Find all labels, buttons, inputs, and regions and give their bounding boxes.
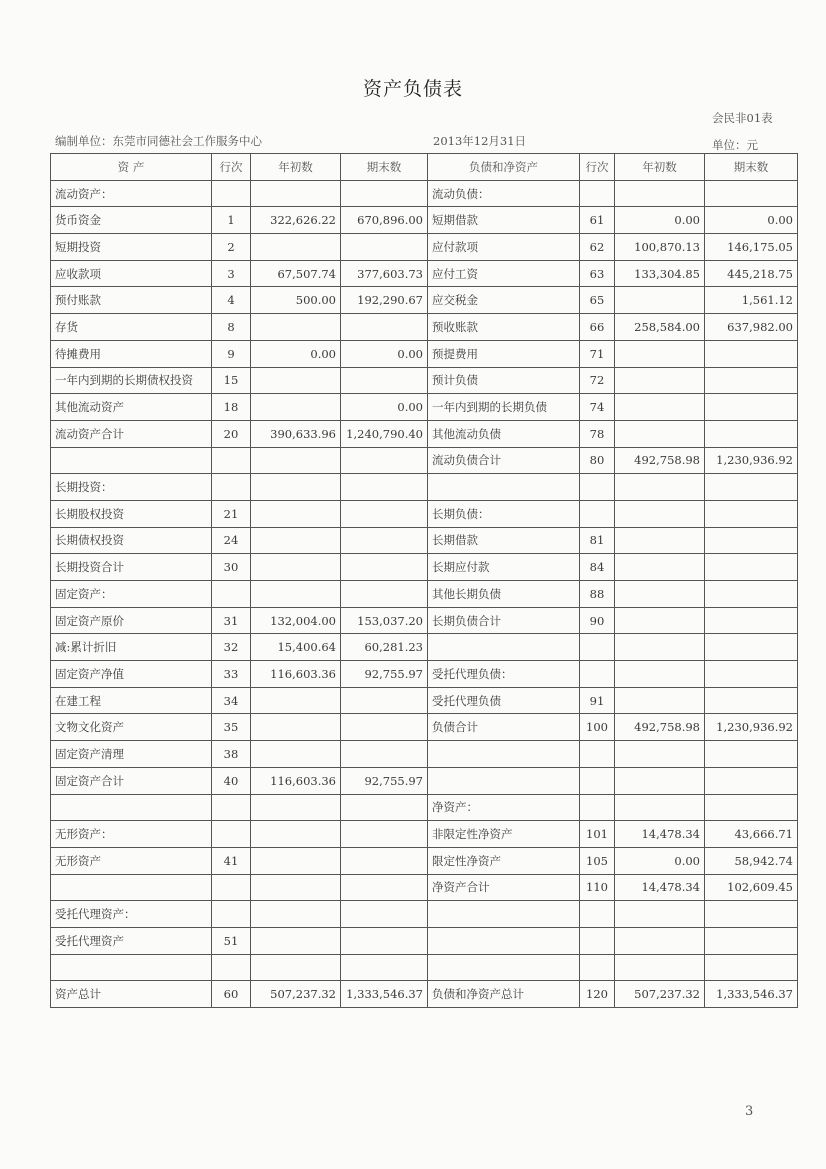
- col-end-2: 期末数: [705, 154, 798, 181]
- liability-begin-value: 0.00: [615, 847, 705, 874]
- liability-begin-value: 492,758.98: [615, 447, 705, 474]
- asset-begin-value: 507,237.32: [251, 981, 341, 1008]
- asset-begin-value: [251, 794, 341, 821]
- liability-name: 其他流动负债: [428, 420, 580, 447]
- liability-name: 流动负债：: [428, 180, 580, 207]
- liability-end-value: [705, 634, 798, 661]
- asset-begin-value: [251, 821, 341, 848]
- table-row: [51, 287, 798, 314]
- liability-line-no: 88: [580, 581, 615, 608]
- asset-line-no: [212, 794, 251, 821]
- asset-end-value: 92,755.97: [341, 661, 428, 688]
- report-date: 2013年12月31日: [433, 134, 527, 148]
- asset-name: 资产总计: [51, 981, 212, 1008]
- liability-name: 受托代理负债：: [428, 661, 580, 688]
- liability-line-no: 80: [580, 447, 615, 474]
- liability-end-value: 1,230,936.92: [705, 447, 798, 474]
- liability-begin-value: [615, 581, 705, 608]
- liability-end-value: [705, 767, 798, 794]
- asset-end-value: 153,037.20: [341, 607, 428, 634]
- liability-name: 负债和净资产总计: [428, 981, 580, 1008]
- asset-name: 减:累计折旧: [51, 634, 212, 661]
- asset-line-no: 21: [212, 500, 251, 527]
- liability-name: [428, 474, 580, 501]
- asset-begin-value: [251, 314, 341, 341]
- col-begin: 年初数: [251, 154, 341, 181]
- asset-begin-value: [251, 474, 341, 501]
- liability-name: 预提费用: [428, 340, 580, 367]
- asset-line-no: 60: [212, 981, 251, 1008]
- table-row: [51, 954, 798, 981]
- asset-name: 一年内到期的长期债权投资: [51, 367, 212, 394]
- asset-line-no: [212, 954, 251, 981]
- asset-end-value: [341, 794, 428, 821]
- asset-name: 固定资产合计: [51, 767, 212, 794]
- liability-end-value: [705, 741, 798, 768]
- liability-begin-value: [615, 287, 705, 314]
- liability-begin-value: [615, 901, 705, 928]
- asset-begin-value: [251, 741, 341, 768]
- liability-end-value: 1,230,936.92: [705, 714, 798, 741]
- asset-begin-value: 15,400.64: [251, 634, 341, 661]
- liability-end-value: [705, 927, 798, 954]
- asset-end-value: [341, 687, 428, 714]
- asset-begin-value: 0.00: [251, 340, 341, 367]
- liability-end-value: 43,666.71: [705, 821, 798, 848]
- liability-name: 非限定性净资产: [428, 821, 580, 848]
- asset-line-no: 20: [212, 420, 251, 447]
- asset-end-value: [341, 874, 428, 901]
- liability-end-value: [705, 500, 798, 527]
- asset-end-value: [341, 821, 428, 848]
- liability-end-value: [705, 420, 798, 447]
- liability-end-value: 102,609.45: [705, 874, 798, 901]
- table-row: [51, 714, 798, 741]
- liability-begin-value: [615, 954, 705, 981]
- liability-end-value: 146,175.05: [705, 234, 798, 261]
- asset-line-no: 31: [212, 607, 251, 634]
- liability-line-no: [580, 954, 615, 981]
- table-row: [51, 207, 798, 234]
- asset-end-value: 670,896.00: [341, 207, 428, 234]
- asset-line-no: 2: [212, 234, 251, 261]
- asset-begin-value: [251, 554, 341, 581]
- asset-end-value: 192,290.67: [341, 287, 428, 314]
- asset-name: 无形资产: [51, 847, 212, 874]
- asset-begin-value: [251, 500, 341, 527]
- liability-name: 负债合计: [428, 714, 580, 741]
- col-begin-2: 年初数: [615, 154, 705, 181]
- asset-name: [51, 874, 212, 901]
- asset-line-no: 1: [212, 207, 251, 234]
- liability-line-no: 71: [580, 340, 615, 367]
- asset-line-no: 4: [212, 287, 251, 314]
- asset-line-no: 8: [212, 314, 251, 341]
- asset-name: [51, 794, 212, 821]
- liability-end-value: 58,942.74: [705, 847, 798, 874]
- liability-begin-value: 100,870.13: [615, 234, 705, 261]
- asset-line-no: [212, 901, 251, 928]
- asset-begin-value: [251, 234, 341, 261]
- form-code: 会民非01表: [712, 111, 773, 125]
- table-row: [51, 607, 798, 634]
- asset-name: 固定资产原价: [51, 607, 212, 634]
- liability-line-no: [580, 901, 615, 928]
- table-row: [51, 260, 798, 287]
- liability-begin-value: 0.00: [615, 207, 705, 234]
- asset-name: 长期债权投资: [51, 527, 212, 554]
- asset-begin-value: 500.00: [251, 287, 341, 314]
- liability-name: 长期借款: [428, 527, 580, 554]
- asset-end-value: [341, 927, 428, 954]
- liability-begin-value: [615, 180, 705, 207]
- liability-name: 预计负债: [428, 367, 580, 394]
- table-row: [51, 234, 798, 261]
- liability-end-value: [705, 607, 798, 634]
- asset-line-no: 30: [212, 554, 251, 581]
- asset-line-no: 33: [212, 661, 251, 688]
- liability-begin-value: 492,758.98: [615, 714, 705, 741]
- col-assets: 资 产: [51, 154, 212, 181]
- liability-line-no: 61: [580, 207, 615, 234]
- asset-end-value: [341, 741, 428, 768]
- asset-begin-value: 116,603.36: [251, 661, 341, 688]
- asset-line-no: 34: [212, 687, 251, 714]
- liability-end-value: [705, 554, 798, 581]
- asset-begin-value: 132,004.00: [251, 607, 341, 634]
- asset-end-value: [341, 554, 428, 581]
- asset-begin-value: [251, 847, 341, 874]
- liability-begin-value: [615, 340, 705, 367]
- liability-end-value: [705, 901, 798, 928]
- asset-end-value: [341, 314, 428, 341]
- liability-end-value: [705, 661, 798, 688]
- table-row: [51, 394, 798, 421]
- liability-line-no: [580, 474, 615, 501]
- liability-name: 净资产合计: [428, 874, 580, 901]
- asset-begin-value: [251, 447, 341, 474]
- asset-name: 应收款项: [51, 260, 212, 287]
- asset-name: 文物文化资产: [51, 714, 212, 741]
- liability-begin-value: 507,237.32: [615, 981, 705, 1008]
- asset-line-no: [212, 180, 251, 207]
- asset-name: 存货: [51, 314, 212, 341]
- liability-begin-value: [615, 794, 705, 821]
- liability-line-no: 72: [580, 367, 615, 394]
- asset-begin-value: [251, 874, 341, 901]
- asset-begin-value: [251, 527, 341, 554]
- liability-begin-value: [615, 661, 705, 688]
- asset-name: 受托代理资产：: [51, 901, 212, 928]
- asset-name: 其他流动资产: [51, 394, 212, 421]
- page-number: 3: [745, 1104, 754, 1119]
- table-row: [51, 687, 798, 714]
- liability-end-value: [705, 474, 798, 501]
- liability-name: [428, 741, 580, 768]
- asset-end-value: [341, 447, 428, 474]
- asset-begin-value: 322,626.22: [251, 207, 341, 234]
- liability-begin-value: [615, 767, 705, 794]
- liability-line-no: 90: [580, 607, 615, 634]
- liability-end-value: 637,982.00: [705, 314, 798, 341]
- liability-line-no: 100: [580, 714, 615, 741]
- liability-begin-value: [615, 741, 705, 768]
- liability-begin-value: 14,478.34: [615, 874, 705, 901]
- liability-name: 一年内到期的长期负债: [428, 394, 580, 421]
- liability-line-no: [580, 661, 615, 688]
- liability-name: [428, 901, 580, 928]
- liability-end-value: [705, 794, 798, 821]
- asset-end-value: 92,755.97: [341, 767, 428, 794]
- asset-end-value: [341, 581, 428, 608]
- asset-begin-value: [251, 901, 341, 928]
- liability-name: 长期负债合计: [428, 607, 580, 634]
- table-body: [51, 180, 798, 1007]
- liability-end-value: [705, 527, 798, 554]
- asset-end-value: 60,281.23: [341, 634, 428, 661]
- table-row: [51, 634, 798, 661]
- asset-line-no: [212, 821, 251, 848]
- col-line-2: 行次: [580, 154, 615, 181]
- asset-line-no: 38: [212, 741, 251, 768]
- table-row: [51, 927, 798, 954]
- liability-line-no: [580, 741, 615, 768]
- liability-end-value: [705, 340, 798, 367]
- table-row: [51, 554, 798, 581]
- document-title: 资产负债表: [362, 78, 463, 100]
- liability-begin-value: [615, 607, 705, 634]
- table-row: [51, 500, 798, 527]
- asset-line-no: 32: [212, 634, 251, 661]
- col-line: 行次: [212, 154, 251, 181]
- asset-name: 待摊费用: [51, 340, 212, 367]
- table-row: [51, 180, 798, 207]
- asset-line-no: 41: [212, 847, 251, 874]
- liability-line-no: 101: [580, 821, 615, 848]
- asset-end-value: 0.00: [341, 394, 428, 421]
- liability-begin-value: [615, 394, 705, 421]
- asset-name: [51, 447, 212, 474]
- liability-begin-value: [615, 687, 705, 714]
- liability-line-no: 74: [580, 394, 615, 421]
- table-row: [51, 661, 798, 688]
- asset-line-no: 40: [212, 767, 251, 794]
- asset-begin-value: 390,633.96: [251, 420, 341, 447]
- liability-begin-value: [615, 527, 705, 554]
- liability-line-no: [580, 500, 615, 527]
- asset-line-no: [212, 581, 251, 608]
- liability-name: 限定性净资产: [428, 847, 580, 874]
- liability-line-no: 91: [580, 687, 615, 714]
- col-end: 期末数: [341, 154, 428, 181]
- asset-begin-value: [251, 581, 341, 608]
- asset-begin-value: [251, 714, 341, 741]
- header-row: [51, 154, 798, 181]
- asset-name: 长期投资合计: [51, 554, 212, 581]
- liability-line-no: [580, 767, 615, 794]
- asset-end-value: 1,333,546.37: [341, 981, 428, 1008]
- liability-name: 流动负债合计: [428, 447, 580, 474]
- liability-name: [428, 634, 580, 661]
- liability-begin-value: [615, 500, 705, 527]
- asset-name: 在建工程: [51, 687, 212, 714]
- col-liabilities: 负债和净资产: [428, 154, 580, 181]
- liability-begin-value: [615, 927, 705, 954]
- asset-end-value: 0.00: [341, 340, 428, 367]
- asset-name: 固定资产清理: [51, 741, 212, 768]
- liability-end-value: 1,333,546.37: [705, 981, 798, 1008]
- liability-name: [428, 767, 580, 794]
- asset-begin-value: 116,603.36: [251, 767, 341, 794]
- liability-begin-value: [615, 634, 705, 661]
- table-row: [51, 474, 798, 501]
- liability-end-value: 445,218.75: [705, 260, 798, 287]
- asset-line-no: [212, 447, 251, 474]
- asset-name: 固定资产：: [51, 581, 212, 608]
- asset-end-value: 1,240,790.40: [341, 420, 428, 447]
- unit-label: 单位：元: [712, 138, 758, 152]
- table-row: [51, 527, 798, 554]
- asset-end-value: 377,603.73: [341, 260, 428, 287]
- asset-line-no: 18: [212, 394, 251, 421]
- liability-end-value: [705, 687, 798, 714]
- asset-name: 长期投资：: [51, 474, 212, 501]
- liability-line-no: [580, 794, 615, 821]
- asset-line-no: 15: [212, 367, 251, 394]
- asset-line-no: 3: [212, 260, 251, 287]
- asset-line-no: 24: [212, 527, 251, 554]
- table-row: [51, 420, 798, 447]
- liability-line-no: [580, 927, 615, 954]
- asset-begin-value: [251, 954, 341, 981]
- liability-name: 净资产：: [428, 794, 580, 821]
- asset-line-no: [212, 474, 251, 501]
- liability-name: [428, 954, 580, 981]
- asset-begin-value: [251, 687, 341, 714]
- liability-end-value: 0.00: [705, 207, 798, 234]
- asset-end-value: [341, 500, 428, 527]
- asset-name: 预付账款: [51, 287, 212, 314]
- liability-begin-value: 133,304.85: [615, 260, 705, 287]
- asset-end-value: [341, 367, 428, 394]
- asset-name: [51, 954, 212, 981]
- liability-end-value: [705, 367, 798, 394]
- liability-line-no: 120: [580, 981, 615, 1008]
- table-row: [51, 821, 798, 848]
- table-row: [51, 314, 798, 341]
- table-row: [51, 981, 798, 1008]
- table-row: [51, 847, 798, 874]
- liability-line-no: 81: [580, 527, 615, 554]
- liability-name: 其他长期负债: [428, 581, 580, 608]
- liability-line-no: 84: [580, 554, 615, 581]
- liability-begin-value: [615, 474, 705, 501]
- liability-name: 应交税金: [428, 287, 580, 314]
- asset-end-value: [341, 180, 428, 207]
- liability-line-no: 63: [580, 260, 615, 287]
- liability-line-no: 78: [580, 420, 615, 447]
- liability-name: 预收账款: [428, 314, 580, 341]
- asset-end-value: [341, 901, 428, 928]
- liability-line-no: 65: [580, 287, 615, 314]
- table-row: [51, 447, 798, 474]
- liability-end-value: 1,561.12: [705, 287, 798, 314]
- liability-name: 应付款项: [428, 234, 580, 261]
- liability-begin-value: [615, 554, 705, 581]
- asset-begin-value: [251, 367, 341, 394]
- table-row: [51, 581, 798, 608]
- liability-line-no: 110: [580, 874, 615, 901]
- asset-name: 货币资金: [51, 207, 212, 234]
- asset-name: 受托代理资产: [51, 927, 212, 954]
- liability-name: 受托代理负债: [428, 687, 580, 714]
- liability-begin-value: 258,584.00: [615, 314, 705, 341]
- asset-end-value: [341, 527, 428, 554]
- table-row: [51, 794, 798, 821]
- asset-line-no: 51: [212, 927, 251, 954]
- table-row: [51, 340, 798, 367]
- table-row: [51, 767, 798, 794]
- asset-end-value: [341, 714, 428, 741]
- asset-end-value: [341, 954, 428, 981]
- liability-name: 长期应付款: [428, 554, 580, 581]
- asset-name: 长期股权投资: [51, 500, 212, 527]
- asset-name: 短期投资: [51, 234, 212, 261]
- liability-begin-value: [615, 367, 705, 394]
- liability-name: 应付工资: [428, 260, 580, 287]
- liability-name: 短期借款: [428, 207, 580, 234]
- asset-begin-value: [251, 927, 341, 954]
- asset-end-value: [341, 474, 428, 501]
- liability-line-no: 105: [580, 847, 615, 874]
- liability-line-no: [580, 634, 615, 661]
- asset-name: 流动资产合计: [51, 420, 212, 447]
- liability-line-no: 66: [580, 314, 615, 341]
- liability-name: 长期负债：: [428, 500, 580, 527]
- liability-name: [428, 927, 580, 954]
- balance-sheet-table: [50, 153, 798, 1008]
- liability-begin-value: 14,478.34: [615, 821, 705, 848]
- liability-begin-value: [615, 420, 705, 447]
- asset-end-value: [341, 847, 428, 874]
- asset-end-value: [341, 234, 428, 261]
- liability-end-value: [705, 581, 798, 608]
- liability-end-value: [705, 954, 798, 981]
- organization-label: 编制单位：东莞市同德社会工作服务中心: [55, 134, 262, 148]
- table-row: [51, 901, 798, 928]
- asset-begin-value: [251, 180, 341, 207]
- table-row: [51, 367, 798, 394]
- asset-begin-value: 67,507.74: [251, 260, 341, 287]
- asset-name: 固定资产净值: [51, 661, 212, 688]
- table-row: [51, 874, 798, 901]
- asset-line-no: 35: [212, 714, 251, 741]
- liability-line-no: 62: [580, 234, 615, 261]
- asset-name: 无形资产：: [51, 821, 212, 848]
- asset-line-no: 9: [212, 340, 251, 367]
- asset-line-no: [212, 874, 251, 901]
- liability-line-no: [580, 180, 615, 207]
- liability-end-value: [705, 180, 798, 207]
- liability-end-value: [705, 394, 798, 421]
- asset-begin-value: [251, 394, 341, 421]
- asset-name: 流动资产：: [51, 180, 212, 207]
- table-row: [51, 741, 798, 768]
